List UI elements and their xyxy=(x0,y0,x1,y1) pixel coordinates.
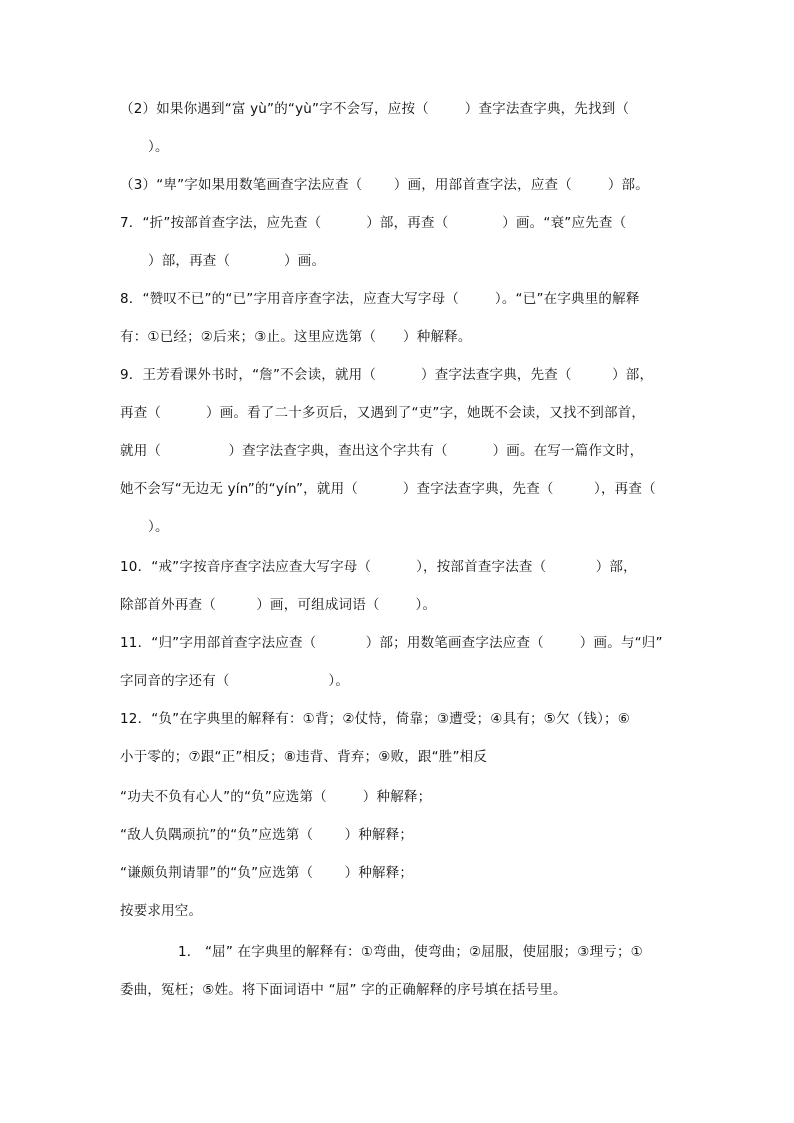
question-12-line-1: 12．“负”在字典里的解释有：①背；②仗恃，倚靠；③遭受；④具有；⑤欠（钱）；⑥ xyxy=(120,711,631,727)
question-12-line-2: 小于零的；⑦跟“正”相反；⑧违背、背弃；⑨败，跟“胜”相反 xyxy=(120,749,488,765)
question-8-line-1: 8．“赞叹不已”的“已”字用音序查字法，应查大写字母（ ）。“已”在字典里的解释 xyxy=(120,291,640,307)
question-9-line-4: 她不会写“无边无 yín”的“yín”，就用（ ）查字法查字典，先查（ ），再查（ xyxy=(120,481,656,497)
question-12-item-3: “谦颇负荆请罪”的“负”应选第（ ）种解释； xyxy=(120,865,414,881)
question-6-3: （3）“卑”字如果用数笔画查字法应查（ ）画，用部首查字法，应查（ ）部。 xyxy=(120,177,649,193)
section-question-1-line-1: 1． “屈” 在字典里的解释有：①弯曲，使弯曲；②屈服，使屈服；③理亏；① xyxy=(178,944,643,960)
question-9-line-3: 就用（ ）查字法查字典，查出这个字共有（ ）画。在写一篇作文时， xyxy=(120,443,644,459)
question-9-line-5: ）。 xyxy=(148,519,169,535)
question-11-line-1: 11．“归”字用部首查字法应查（ ）部；用数笔画查字法应查（ ）画。与“归” xyxy=(120,635,663,651)
question-9-line-2: 再查（ ）画。看了二十多页后，又遇到了“吏”字，她既不会读，又找不到部首， xyxy=(120,405,646,421)
question-6-2-line-2: ）。 xyxy=(148,139,169,155)
question-6-2-line-1: （2）如果你遇到“富 yù”的“yù”字不会写，应按（ ）查字法查字典，先找到（ xyxy=(120,101,630,117)
question-7-line-2: ）部，再查（ ）画。 xyxy=(148,253,326,269)
question-10-line-1: 10．“戒”字按音序查字法应查大写字母（ ），按部首查字法查（ ）部， xyxy=(120,559,637,575)
section-question-1-line-2: 委曲，冤枉；⑤姓。将下面词语中 “屈” 字的正确解释的序号填在括号里。 xyxy=(120,982,567,998)
question-8-line-2: 有：①已经；②后来；③止。这里应选第（ ）种解释。 xyxy=(120,329,472,345)
question-7-line-1: 7．“折”按部首查字法，应先查（ ）部，再查（ ）画。“衰”应先查（ xyxy=(120,215,627,231)
question-12-item-2: “敌人负隅顽抗”的“负”应选第（ ）种解释； xyxy=(120,827,414,843)
question-10-line-2: 除部首外再查（ ）画，可组成词语（ ）。 xyxy=(120,597,437,613)
section-heading: 按要求用空。 xyxy=(120,903,203,919)
question-12-item-1: “功夫不负有心人”的“负”应选第（ ）种解释； xyxy=(120,789,432,805)
question-9-line-1: 9．王芳看课外书时，“詹”不会读，就用（ ）查字法查字典，先查（ ）部， xyxy=(120,367,654,383)
question-11-line-2: 字同音的字还有（ ）。 xyxy=(120,673,350,689)
